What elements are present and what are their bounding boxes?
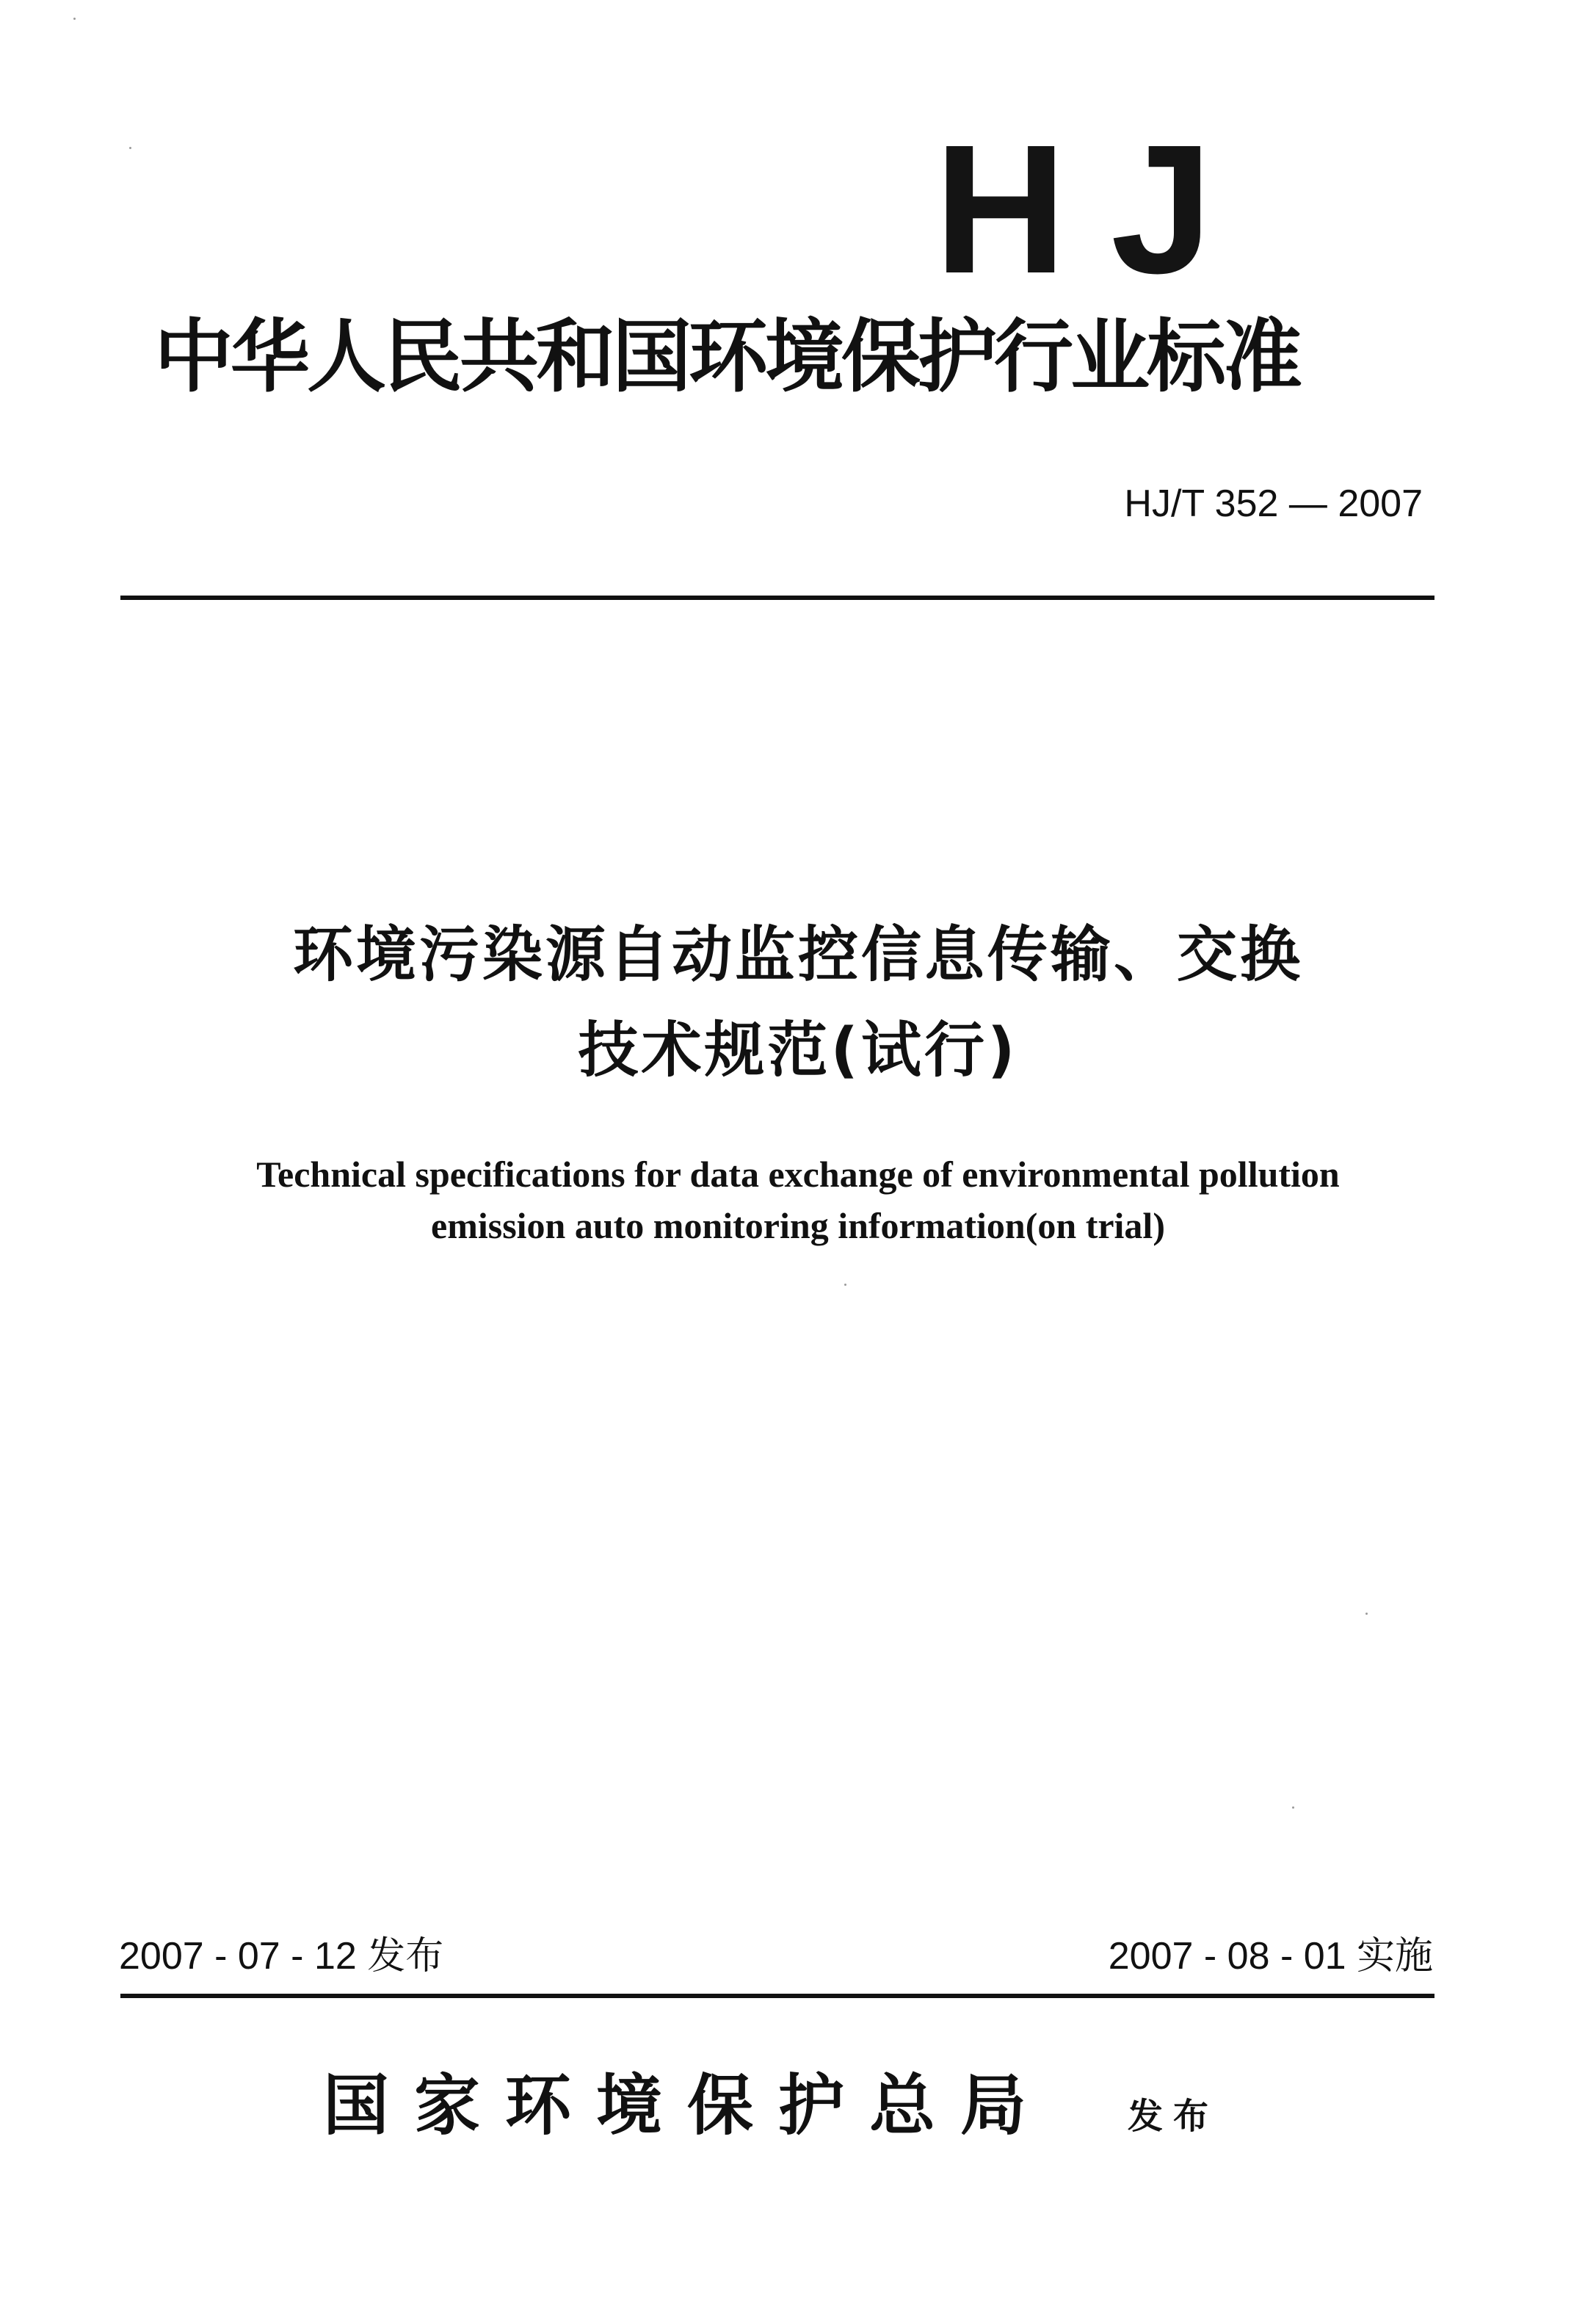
scan-speck — [1292, 1806, 1294, 1809]
bottom-divider — [120, 1994, 1434, 1998]
issuing-standard-category: 中华人民共和国环境保护行业标准 — [154, 311, 1300, 403]
title-english-line-1: Technical specifications for data exchange of environmental pollution — [256, 1154, 1340, 1195]
scan-speck — [844, 1284, 846, 1286]
publish-label: 发布 — [1128, 2096, 1219, 2137]
title-chinese-line-1: 环境污染源自动监控信息传输、交换 — [292, 920, 1303, 990]
standard-code: HJ/T 352 — 2007 — [1124, 482, 1423, 525]
scan-speck — [73, 18, 76, 20]
scan-speck — [1365, 1613, 1368, 1615]
issue-date: 2007 - 07 - 12 发布 — [119, 1935, 444, 1978]
top-divider — [120, 596, 1434, 600]
hj-logo: HJ — [934, 106, 1257, 311]
title-chinese-line-2: 技术规范(试行) — [578, 1016, 1018, 1085]
implementation-date: 2007 - 08 - 01 实施 — [1108, 1935, 1433, 1978]
scan-speck — [129, 147, 131, 149]
publisher-name: 国家环境保护总局 — [323, 2066, 1051, 2144]
title-english-line-2: emission auto monitoring information(on trial) — [431, 1205, 1165, 1246]
